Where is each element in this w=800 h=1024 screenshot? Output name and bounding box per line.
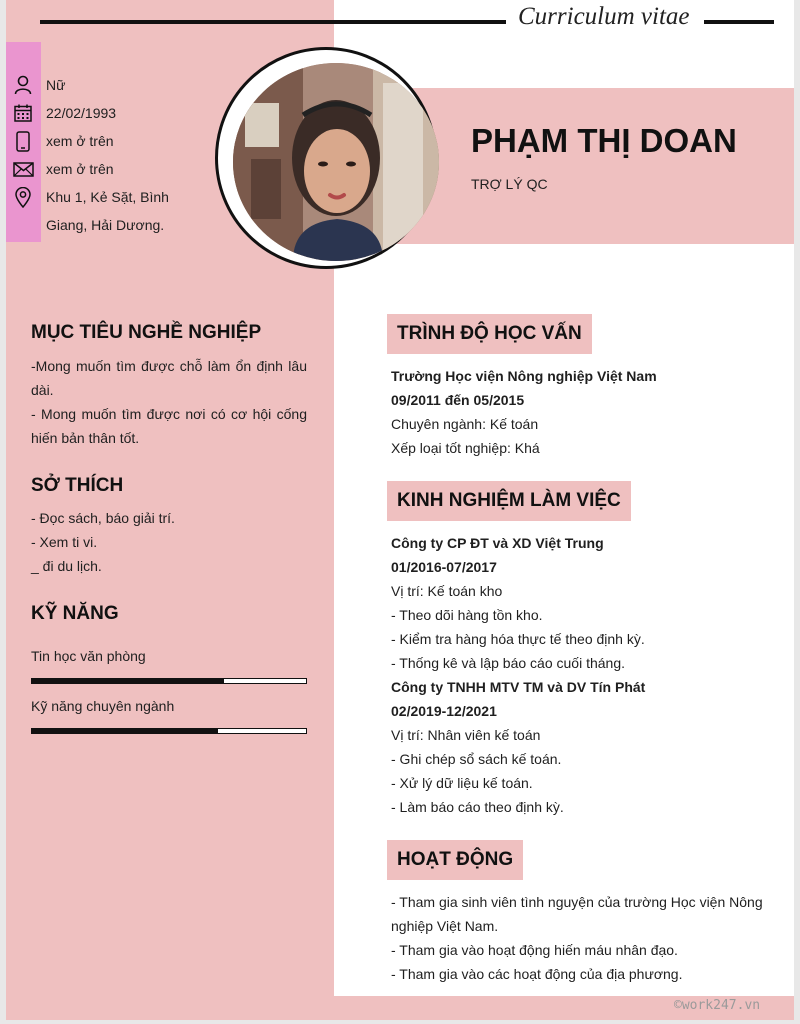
job-position: Vị trí: Nhân viên kế toán: [391, 727, 541, 743]
job-task: - Ghi chép sổ sách kế toán.: [391, 751, 562, 767]
skill-bar: [31, 728, 307, 734]
info-birthdate-text: 22/02/1993: [46, 105, 117, 121]
skill-fill: [32, 679, 224, 683]
info-gender-text: Nữ: [46, 77, 66, 93]
info-email: [6, 155, 176, 183]
hobby-line: _ đi du lịch.: [31, 558, 102, 574]
activities-title: HOẠT ĐỘNG: [387, 840, 523, 880]
education-grade: Xếp loại tốt nghiệp: Khá: [391, 440, 540, 456]
info-gender: [6, 71, 176, 99]
watermark: ©work247.vn: [674, 998, 761, 1013]
activities-block: [391, 890, 771, 986]
job-task: - Làm báo cáo theo định kỳ.: [391, 799, 564, 815]
candidate-job-title: TRỢ LÝ QC: [471, 176, 548, 192]
info-phone: [6, 127, 176, 155]
objective-line: -Mong muốn tìm được chỗ làm ổn định lâu dài.: [31, 358, 307, 398]
hobbies-title: SỞ THÍCH: [31, 475, 124, 496]
hobbies-text: [31, 506, 307, 578]
activity-line: - Tham gia sinh viên tình nguyện của trường Học viện Nông nghiệp Việt Nam.: [391, 894, 763, 934]
cv-title: Curriculum vitae: [518, 3, 690, 30]
activity-line: - Tham gia vào hoạt động hiến máu nhân đạo.: [391, 942, 678, 958]
info-birthdate: [6, 99, 176, 127]
education-school: Trường Học viện Nông nghiệp Việt Nam: [391, 368, 657, 384]
objective-title: MỤC TIÊU NGHỀ NGHIỆP: [31, 322, 262, 343]
info-address: [6, 183, 176, 239]
skill-label: Kỹ năng chuyên ngành: [31, 698, 175, 714]
objective-line: - Mong muốn tìm được nơi có cơ hội cống hiến bản thân tốt.: [31, 406, 307, 446]
envelope-icon: [6, 158, 40, 180]
education-major: Chuyên ngành: Kế toán: [391, 416, 539, 432]
job-task: - Kiểm tra hàng hóa thực tế theo định kỳ.: [391, 631, 645, 647]
cv-page: [6, 0, 794, 1020]
skills-title: KỸ NĂNG: [31, 603, 119, 624]
job-task: - Theo dõi hàng tồn kho.: [391, 607, 543, 623]
calendar-icon: [6, 102, 40, 124]
job-period: 02/2019-12/2021: [391, 703, 497, 719]
info-phone-text: xem ở trên: [46, 133, 114, 149]
job-task: - Thống kê và lập báo cáo cuối tháng.: [391, 655, 626, 671]
job-position: Vị trí: Kế toán kho: [391, 583, 503, 599]
education-period: 09/2011 đến 05/2015: [391, 392, 525, 408]
name-banner: [386, 88, 794, 244]
skill-bar: [31, 678, 307, 684]
experience-block: [391, 531, 771, 819]
location-pin-icon: [6, 186, 40, 208]
candidate-name: PHẠM THỊ DOAN: [471, 122, 737, 159]
education-title: TRÌNH ĐỘ HỌC VẤN: [387, 314, 592, 354]
objective-text: [31, 354, 307, 450]
info-address-text: Khu 1, Kẻ Sặt, Bình Giang, Hải Dương.: [46, 189, 169, 233]
hobby-line: - Đọc sách, báo giải trí.: [31, 510, 175, 526]
header-rule-right: [704, 20, 774, 24]
skill-fill: [32, 729, 218, 733]
hobby-line: - Xem ti vi.: [31, 534, 98, 550]
profile-photo: [233, 63, 439, 261]
skill-label: Tin học văn phòng: [31, 648, 146, 664]
person-icon: [6, 74, 40, 96]
education-block: [391, 364, 771, 460]
activity-line: - Tham gia vào các hoạt động của địa phương.: [391, 966, 683, 982]
job-period: 01/2016-07/2017: [391, 559, 497, 575]
job-company: Công ty CP ĐT và XD Việt Trung: [391, 535, 604, 551]
phone-icon: [6, 130, 40, 152]
job-task: - Xử lý dữ liệu kế toán.: [391, 775, 533, 791]
experience-title: KINH NGHIỆM LÀM VIỆC: [387, 481, 631, 521]
info-email-text: xem ở trên: [46, 161, 114, 177]
job-company: Công ty TNHH MTV TM và DV Tín Phát: [391, 679, 646, 695]
header-rule-left: [40, 20, 506, 24]
